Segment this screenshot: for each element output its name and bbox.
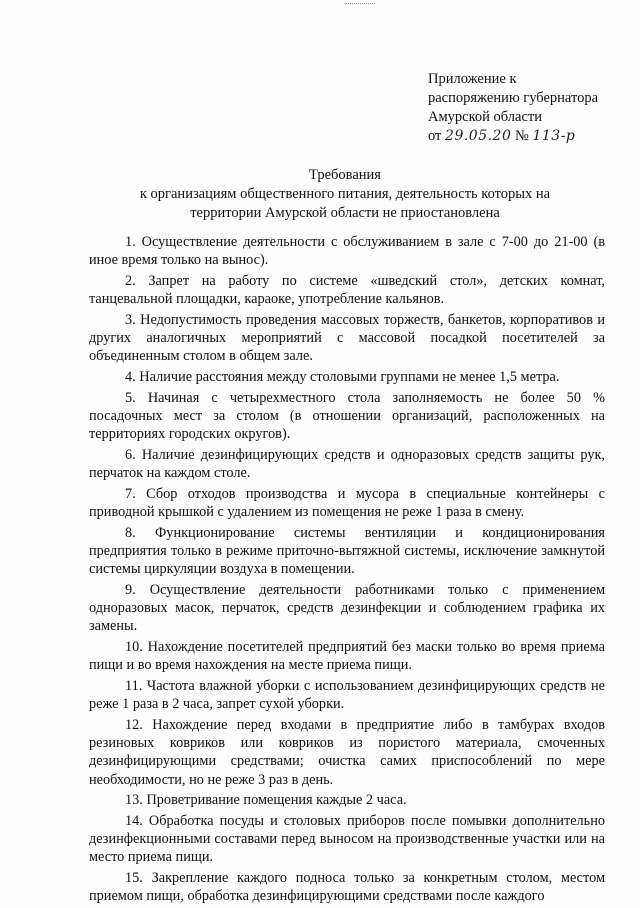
title-heading: Требования — [309, 167, 381, 183]
document-title — [80, 166, 610, 223]
annex-date-prefix: от — [428, 128, 442, 144]
annex-line-3: Амурской области — [428, 109, 542, 125]
requirement-item: 11. Частота влажной уборки с использованием дезинфицирующих средств не реже 1 раза в 2 часа, запрет сухой уборки. — [89, 677, 605, 713]
title-subtitle-line-1: к организациям общественного питания, деятельность которых на — [139, 186, 551, 202]
annex-header — [428, 70, 598, 146]
requirement-item: 3. Недопустимость проведения массовых торжеств, банкетов, корпоративов и других аналогичных мероприятий с массовой посадкой посетителей за объединенным столом в общем зале. — [89, 311, 605, 365]
requirement-item: 8. Функционирование системы вентиляции и кондиционирования предприятия только в режиме приточно-вытяжной системы, исключение замкнутой системы циркуляции воздуха в помещении. — [89, 524, 605, 578]
requirement-item: 13. Проветривание помещения каждые 2 часа. — [125, 792, 407, 809]
annex-line-1: Приложение к — [428, 71, 517, 87]
annex-date-line — [428, 127, 598, 146]
requirement-item: 10. Нахождение посетителей предприятий без маски только во время приема пищи и во время нахождения на месте приема пищи. — [89, 638, 605, 674]
annex-date-handwritten: 29.05.20 — [445, 128, 512, 144]
requirement-item: 2. Запрет на работу по системе «шведский стол», детских комнат, танцевальной площадки, караоке, употребление кальянов. — [89, 272, 605, 308]
requirements-list — [89, 233, 605, 908]
requirement-item: 5. Начиная с четырехместного стола заполняемость не более 50 % посадочных мест за столом (в отношении организаций, расположенных на территориях городских округов). — [89, 389, 605, 443]
requirement-item: 1. Осуществление деятельности с обслуживанием в зале с 7-00 до 21-00 (в иное время только на вынос). — [89, 234, 605, 269]
requirement-item: 4. Наличие расстояния между столовыми группами не менее 1,5 метра. — [125, 368, 560, 385]
requirement-item: 14. Обработка посуды и столовых приборов после помывки дополнительно дезинфекционными составами перед выносом на производственные участки или на место приема пищи. — [89, 812, 605, 866]
requirement-item: 7. Сбор отходов производства и мусора в специальные контейнеры с приводной крышкой с удалением из помещения не реже 1 раза в смену. — [89, 485, 605, 520]
requirement-item: 6. Наличие дезинфицирующих средств и одноразовых средств защиты рук, перчаток на каждом столе. — [89, 446, 605, 482]
annex-line-2: распоряжению губернатора — [428, 90, 599, 106]
requirement-item: 15. Закрепление каждого подноса только за конкретным столом, местом приемом пищи, обработка дезинфицирующими средствами после каждого — [89, 869, 605, 905]
requirement-item: 12. Нахождение перед входами в предприятие либо в тамбурах входов резиновых ковриков или ковриков из пористого материала, смоченных дезинфицирующими средствами; очистка самих приспособлений по мере необходимости, но не реже 3 раз в день. — [89, 716, 605, 788]
scan-artifact — [345, 3, 375, 6]
annex-number-handwritten: 113-р — [532, 128, 576, 144]
requirement-item: 9. Осуществление деятельности работниками только с применением одноразовых масок, перчаток, средств дезинфекции и соблюдением графика их замены. — [89, 581, 605, 635]
title-subtitle-line-2: территории Амурской области не приостановлена — [190, 205, 500, 221]
annex-number-sign: № — [515, 128, 529, 144]
